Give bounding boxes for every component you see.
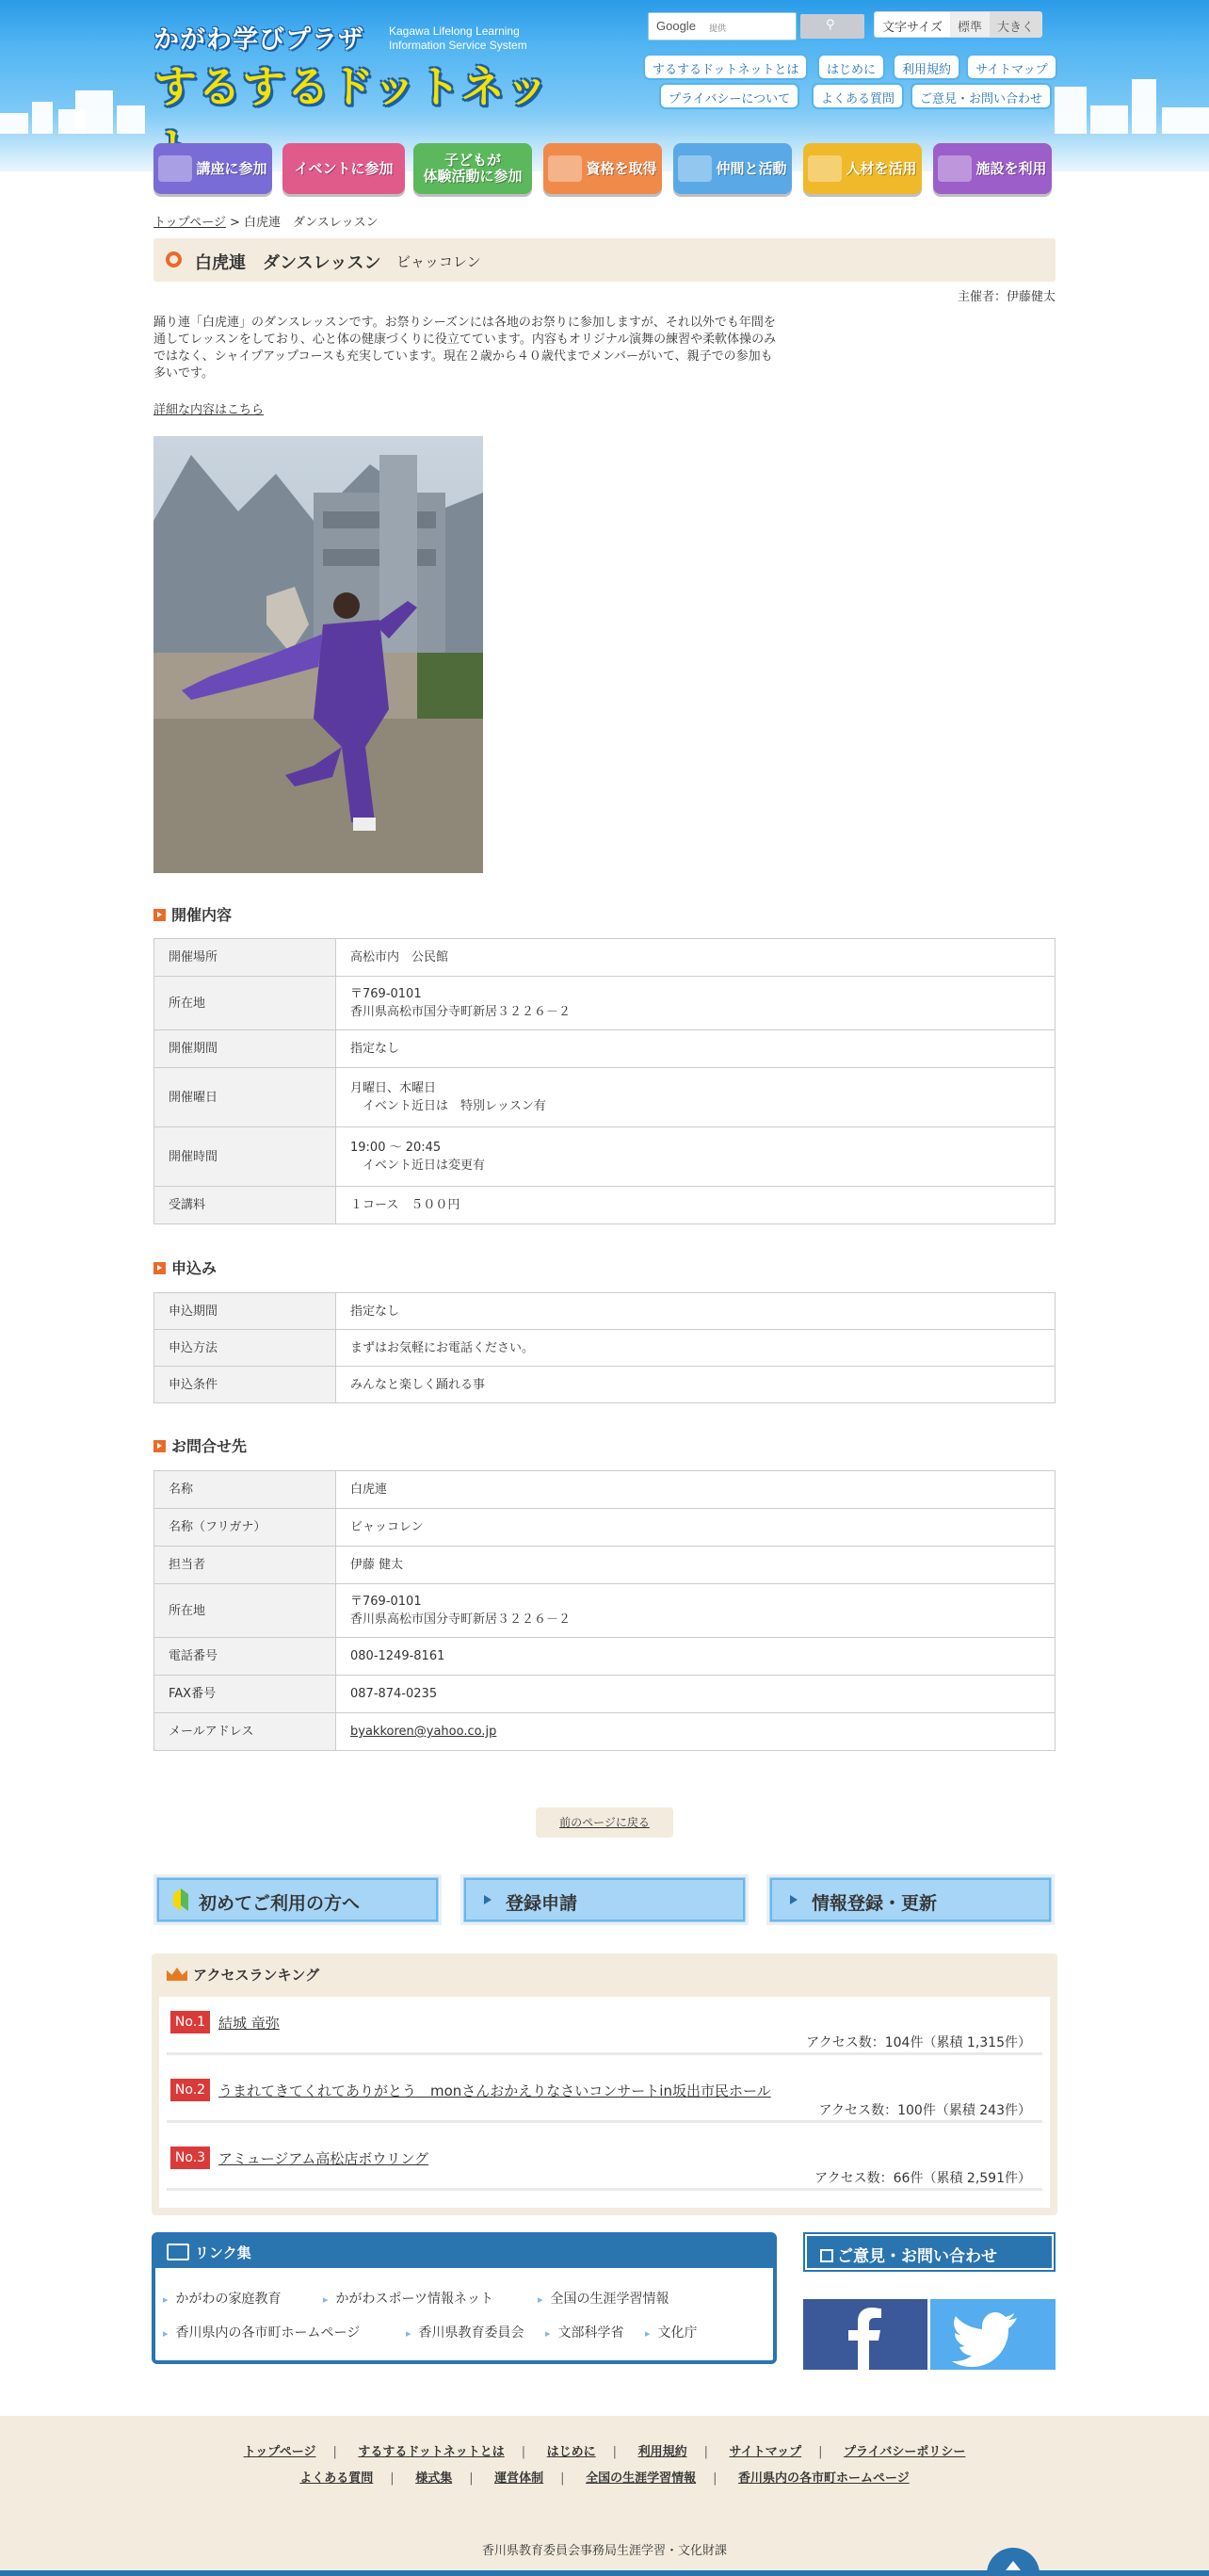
- links-heading: [155, 2236, 773, 2268]
- table-value-cell: まずはお気軽にお電話ください。: [336, 1330, 1056, 1367]
- table-row: [154, 1030, 1056, 1068]
- table-row: [154, 1187, 1056, 1224]
- contact-table: [153, 1470, 1056, 1751]
- search-provided: 提供: [709, 24, 727, 34]
- button-label: ご意見・お問い合わせ: [837, 2247, 997, 2266]
- table-header-cell: 所在地: [154, 977, 336, 1030]
- ranking-heading: [167, 1965, 319, 1985]
- table-value-cell: 080-1249-8161: [336, 1638, 1056, 1676]
- main-nav-label: 人材を活用: [846, 159, 917, 177]
- ranking-item-link[interactable]: アミュージアム高松店ボウリング: [218, 2150, 429, 2167]
- font-size-switcher: [874, 11, 1042, 38]
- footer-link[interactable]: 様式集: [415, 2471, 453, 2486]
- postal-code: 〒769-0101: [350, 987, 422, 1001]
- table-row: [154, 1584, 1056, 1638]
- top-nav-sitemap[interactable]: サイトマップ: [966, 54, 1057, 80]
- registration-button[interactable]: [460, 1874, 749, 1925]
- breadcrumb: [153, 212, 379, 230]
- footer-separator: |: [560, 2471, 565, 2486]
- section-arrow-icon: [153, 1262, 166, 1274]
- site-logo[interactable]: [153, 19, 577, 112]
- table-value-cell: 指定なし: [336, 1293, 1056, 1330]
- main-nav-event[interactable]: [282, 143, 405, 194]
- twitter-icon: [930, 2299, 1056, 2370]
- crown-icon: [167, 1968, 187, 1981]
- footer-nav-row-2: [0, 2468, 1209, 2486]
- footer-link[interactable]: 運営体制: [494, 2471, 544, 2486]
- font-size-standard-button[interactable]: 標準: [950, 12, 990, 37]
- footer-separator: |: [521, 2445, 526, 2459]
- table-value-cell: ビャッコレン: [336, 1509, 1056, 1547]
- table-value-cell: 高松市内 公民館: [336, 939, 1056, 977]
- top-nav-faq[interactable]: よくある質問: [812, 83, 904, 109]
- value-line: 月曜日、木曜日: [350, 1081, 437, 1095]
- page-title-bar: [153, 238, 1056, 282]
- top-nav-contact[interactable]: ご意見・お問い合わせ: [911, 83, 1052, 109]
- table-value-cell: [336, 977, 1056, 1030]
- button-label: 登録申請: [506, 1893, 578, 1914]
- opinion-contact-button[interactable]: [805, 2234, 1054, 2270]
- title-bullet-icon: [166, 251, 182, 267]
- link-item[interactable]: ▸ 全国の生涯学習情報: [538, 2289, 669, 2308]
- twitter-button[interactable]: [930, 2299, 1056, 2370]
- footer-link[interactable]: トップページ: [243, 2445, 316, 2459]
- arrow-right-icon: [790, 1895, 798, 1904]
- table-row: [154, 1471, 1056, 1509]
- link-item[interactable]: ▸ 香川県教育委員会: [406, 2323, 524, 2341]
- section-title-event: [153, 903, 232, 925]
- table-header-cell: 電話番号: [154, 1638, 336, 1676]
- top-nav-about[interactable]: するするドットネットとは: [643, 54, 808, 80]
- access-ranking: [152, 1953, 1057, 2215]
- main-nav-label: 資格を取得: [586, 159, 657, 177]
- link-item[interactable]: ▸ 文部科学省: [545, 2323, 624, 2341]
- links-title: リンク集: [195, 2244, 251, 2261]
- arrow-right-icon: [484, 1895, 492, 1904]
- footer-link[interactable]: サイトマップ: [729, 2445, 802, 2459]
- table-header-cell: 名称（フリガナ）: [154, 1509, 336, 1547]
- table-row: [154, 1676, 1056, 1713]
- table-row: [154, 1068, 1056, 1127]
- table-header-cell: 開催期間: [154, 1030, 336, 1068]
- table-header-cell: 申込方法: [154, 1330, 336, 1367]
- page-title: 白虎連 ダンスレッスン: [195, 253, 381, 273]
- main-nav-qualification[interactable]: [543, 143, 662, 194]
- top-nav-intro[interactable]: はじめに: [817, 54, 885, 80]
- main-nav-talent[interactable]: [803, 143, 922, 194]
- footer-separator: |: [713, 2471, 717, 2486]
- access-count: アクセス数：66件（累積 2,591件）: [814, 2171, 1031, 2186]
- footer-link[interactable]: はじめに: [546, 2445, 596, 2459]
- logo-title-large: するするドットネッ: [153, 61, 550, 112]
- detail-link[interactable]: 詳細な内容はこちら: [153, 403, 265, 417]
- logo-subtitle-1: Kagawa Lifelong Learning: [389, 24, 520, 38]
- ranking-item: [167, 2072, 1042, 2123]
- links-box: [152, 2232, 777, 2364]
- table-value-cell: 087-874-0235: [336, 1676, 1056, 1713]
- address: 香川県高松市国分寺町新居３２２６－２: [350, 1005, 572, 1019]
- main-nav-label: 講座に参加: [196, 159, 267, 177]
- main-nav-label: 子どもが 体験活動に参加: [423, 152, 523, 185]
- main-nav-label: 仲間と活動: [716, 159, 787, 177]
- table-header-cell: 開催時間: [154, 1127, 336, 1187]
- main-nav-label: イベントに参加: [294, 159, 394, 177]
- table-value-cell: 白虎連: [336, 1471, 1056, 1509]
- description: 踊り連「白虎連」のダンスレッスンです。お祭りシーズンには各地のお祭りに参加しますが、それ以外でも年間を通してレッスンをしており、心と体の健康づくりに役立てています。内容もオリジナル演舞の練習や柔軟体操のみではなく、シャイプアップコースも充実しています。現在２歳から４０歳代までメンバーがいて、親子での参加も多いです。: [153, 316, 777, 381]
- table-row: [154, 1330, 1056, 1367]
- postal-code: 〒769-0101: [350, 1595, 422, 1609]
- link-item[interactable]: ▸ 文化庁: [645, 2323, 698, 2341]
- table-row: [154, 1367, 1056, 1403]
- section-title-text: 開催内容: [171, 906, 233, 924]
- ranking-item-link[interactable]: 結城 竜弥: [218, 2015, 280, 2032]
- facebook-button[interactable]: [803, 2299, 927, 2370]
- building-icon: [938, 155, 972, 182]
- rank-badge: No.3: [170, 2147, 210, 2169]
- footer-separator: |: [818, 2445, 823, 2459]
- table-value-cell: １コース ５００円: [336, 1187, 1056, 1224]
- access-count: アクセス数：104件（累積 1,315件）: [806, 2035, 1031, 2050]
- footer-separator: |: [390, 2471, 395, 2486]
- search-icon: ⚲: [826, 18, 835, 32]
- section-title-apply: [153, 1256, 217, 1278]
- table-value-cell: [336, 1127, 1056, 1187]
- main-nav-friends[interactable]: [673, 143, 792, 194]
- event-photo: [153, 436, 483, 873]
- logo-subtitle-2: Information Service System: [389, 39, 527, 52]
- apply-table: [153, 1292, 1056, 1403]
- footer-link[interactable]: よくある質問: [299, 2471, 374, 2486]
- rank-badge: No.2: [170, 2079, 210, 2101]
- dancer-photo-illustration: [153, 436, 483, 873]
- footer-separator: |: [612, 2445, 618, 2459]
- breadcrumb-home-link[interactable]: トップページ: [153, 216, 226, 230]
- ranking-item: [167, 2004, 1042, 2055]
- event-table: [153, 938, 1056, 1224]
- search-brand: Google: [656, 19, 696, 33]
- ranking-list: [159, 1997, 1050, 2208]
- back-button[interactable]: 前のページに戻る: [536, 1807, 673, 1838]
- section-title-text: お問合せ先: [171, 1437, 248, 1455]
- section-arrow-icon: [153, 909, 166, 921]
- monitor-icon: [167, 2244, 189, 2260]
- search-input[interactable]: [648, 12, 797, 41]
- footer-separator: |: [332, 2445, 337, 2459]
- table-row: [154, 1713, 1056, 1751]
- top-nav-terms[interactable]: 利用規約: [893, 54, 960, 80]
- table-row: [154, 977, 1056, 1030]
- font-size-large-button[interactable]: 大きく: [990, 12, 1041, 37]
- footer-link[interactable]: するするドットネットとは: [358, 2445, 505, 2459]
- search-button[interactable]: [800, 14, 864, 39]
- table-value-cell: [336, 1068, 1056, 1127]
- main-nav-facility[interactable]: [933, 143, 1052, 194]
- info-update-button[interactable]: [766, 1874, 1055, 1925]
- table-row: [154, 1127, 1056, 1187]
- top-nav-privacy[interactable]: プライバシーについて: [659, 83, 799, 109]
- table-header-cell: 開催曜日: [154, 1068, 336, 1127]
- ranking-item: [167, 2140, 1042, 2191]
- footer-nav-row-1: [0, 2441, 1209, 2459]
- table-row: [154, 1509, 1056, 1547]
- button-label: 情報登録・更新: [812, 1893, 938, 1914]
- course-icon: [158, 155, 192, 182]
- table-header-cell: 申込期間: [154, 1293, 336, 1330]
- organizer: 主催者：伊藤健太: [957, 290, 1056, 304]
- footer-link[interactable]: 全国の生涯学習情報: [586, 2471, 697, 2486]
- table-header-cell: メールアドレス: [154, 1713, 336, 1751]
- main-nav-course[interactable]: [153, 143, 272, 194]
- table-row: [154, 1293, 1056, 1330]
- mail-icon: [820, 2249, 833, 2262]
- table-header-cell: 申込条件: [154, 1367, 336, 1403]
- graduation-cap-icon: [548, 155, 582, 182]
- table-header-cell: 開催場所: [154, 939, 336, 977]
- footer-link[interactable]: プライバシーポリシー: [844, 2445, 966, 2459]
- ranking-item-link[interactable]: うまれてきてくれてありがとう monさんおかえりなさいコンサートin坂出市民ホール: [218, 2082, 771, 2099]
- table-value-cell: [336, 1713, 1056, 1751]
- table-header-cell: 所在地: [154, 1584, 336, 1638]
- value-line: イベント近日は変更有: [350, 1158, 486, 1173]
- button-label: 初めてご利用の方へ: [199, 1893, 361, 1914]
- handshake-icon: [808, 155, 842, 182]
- font-size-label: 文字サイズ: [882, 21, 943, 35]
- table-header-cell: FAX番号: [154, 1676, 336, 1713]
- footer-link[interactable]: 利用規約: [637, 2445, 687, 2459]
- table-value-cell: 指定なし: [336, 1030, 1056, 1068]
- link-item[interactable]: ▸ かがわスポーツ情報ネット: [323, 2289, 493, 2308]
- table-value-cell: みんなと楽しく踊れる事: [336, 1367, 1056, 1403]
- main-nav-label: 施設を利用: [975, 159, 1047, 177]
- section-title-text: 申込み: [171, 1259, 218, 1277]
- breadcrumb-separator: >: [225, 216, 245, 230]
- section-arrow-icon: [153, 1440, 166, 1452]
- access-count: アクセス数：100件（累積 243件）: [818, 2103, 1031, 2118]
- table-header-cell: 担当者: [154, 1547, 336, 1584]
- footer-separator: |: [469, 2471, 474, 2486]
- copyright: 香川県教育委員会事務局生涯学習・文化財課: [481, 2544, 727, 2558]
- table-row: [154, 1547, 1056, 1584]
- main-nav-kids[interactable]: [413, 143, 532, 194]
- value-line: 19:00 ～ 20:45: [350, 1141, 442, 1155]
- table-value-cell: [336, 1584, 1056, 1638]
- people-icon: [678, 155, 712, 182]
- beginners-guide-button[interactable]: [153, 1874, 442, 1925]
- address: 香川県高松市国分寺町新居３２２６－２: [350, 1612, 572, 1627]
- table-value-cell: 伊藤 健太: [336, 1547, 1056, 1584]
- footer-link[interactable]: 香川県内の各市町ホームページ: [738, 2471, 910, 2486]
- rank-badge: No.1: [170, 2011, 210, 2033]
- table-header-cell: 受講料: [154, 1187, 336, 1224]
- table-row: [154, 939, 1056, 977]
- ranking-title: アクセスランキング: [193, 1967, 320, 1984]
- breadcrumb-current: 白虎連 ダンスレッスン: [244, 216, 379, 230]
- page-title-kana: ビャッコレン: [396, 253, 481, 270]
- beginner-mark-icon: [173, 1888, 188, 1911]
- table-row: [154, 1638, 1056, 1676]
- section-title-contact: [153, 1434, 247, 1456]
- email-link[interactable]: byakkoren@yahoo.co.jp: [350, 1725, 497, 1739]
- facebook-icon: [803, 2299, 927, 2370]
- logo-title-small: かがわ学びプラザ: [153, 25, 364, 55]
- table-header-cell: 名称: [154, 1471, 336, 1509]
- link-item[interactable]: ▸ 香川県内の各市町ホームページ: [163, 2323, 360, 2341]
- footer-separator: |: [703, 2445, 708, 2459]
- value-line: イベント近日は 特別レッスン有: [350, 1099, 546, 1113]
- link-item[interactable]: ▸ かがわの家庭教育: [163, 2289, 282, 2308]
